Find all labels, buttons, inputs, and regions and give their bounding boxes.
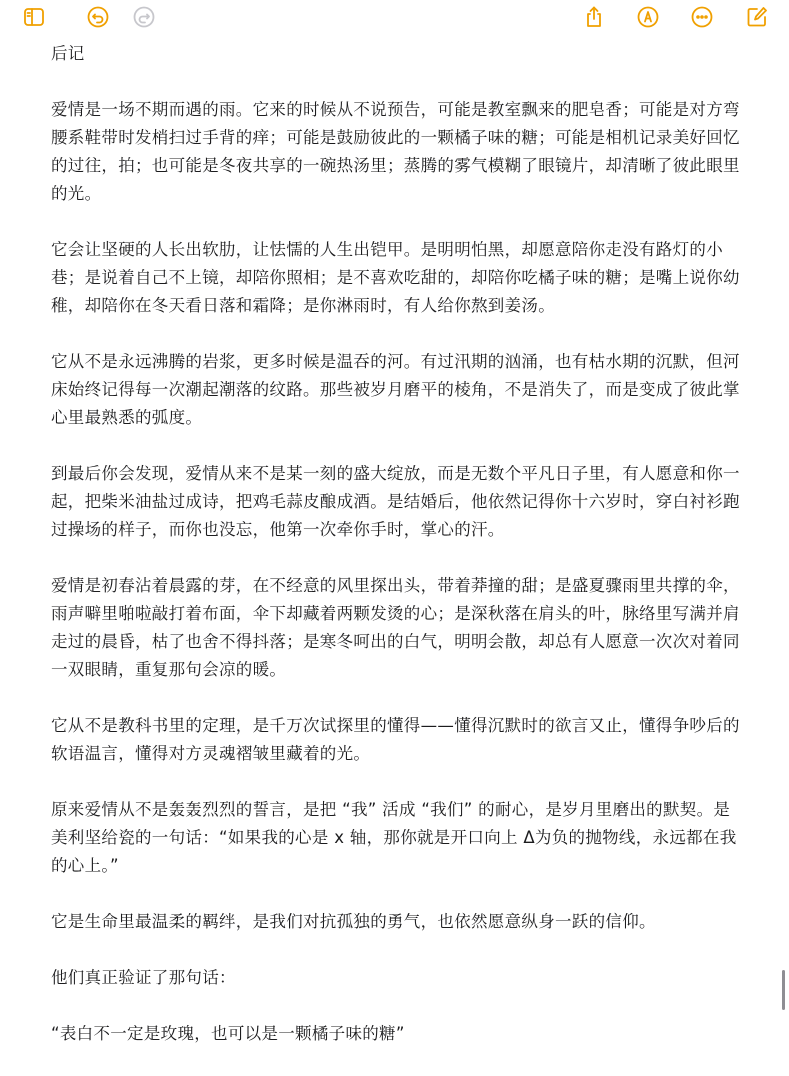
note-paragraph: 他们真正验证了那句话： [51, 968, 236, 987]
share-icon[interactable] [580, 3, 608, 31]
markup-pen-icon[interactable] [634, 3, 662, 31]
note-paragraph: 它是生命里最温柔的羁绊，是我们对抗孤独的勇气，也依然愿意纵身一跃的信仰。 [51, 912, 656, 931]
note-paragraph: 它会让坚硬的人长出软肋，让怯懦的人生出铠甲。是明明怕黑，却愿意陪你走没有路灯的小巷；是说着自己不上镜，却陪你照相；是不喜欢吃甜的，却陪你吃橘子味的糖；是嘴上说你幼稚，却陪你在冬天看日落和霜降；是你淋雨时，有人给你熬到姜汤。 [51, 240, 740, 315]
more-icon[interactable] [688, 3, 716, 31]
note-title: 后记 [51, 44, 85, 63]
toolbar [0, 0, 789, 34]
note-paragraph: 爱情是一场不期而遇的雨。它来的时候从不说预告，可能是教室飘来的肥皂香；可能是对方弯腰系鞋带时发梢扫过手背的痒；可能是鼓励彼此的一颗橘子味的糖；可能是相机记录美好回忆的过往，拍；也可能是冬夜共享的一碗热汤里；蒸腾的雾气模糊了眼镜片，却清晰了彼此眼里的光。 [51, 100, 740, 203]
redo-icon[interactable] [130, 3, 158, 31]
note-body[interactable] [51, 40, 746, 1076]
sidebar-icon[interactable] [20, 3, 48, 31]
note-paragraph: “表白不一定是玫瑰，也可以是一颗橘子味的糖” [51, 1024, 405, 1043]
note-paragraph: 爱情是初春沾着晨露的芽，在不经意的风里探出头，带着莽撞的甜；是盛夏骤雨里共撑的伞，雨声噼里啪啦敲打着布面，伞下却藏着两颗发烫的心；是深秋落在肩头的叶，脉络里写满并肩走过的晨昏，枯了也舍不得抖落；是寒冬呵出的白气，明明会散，却总有人愿意一次次对着同一双眼睛，重复那句会凉的暖。 [51, 576, 740, 679]
note-paragraph: 到最后你会发现，爱情从来不是某一刻的盛大绽放，而是无数个平凡日子里，有人愿意和你一起，把柴米油盐过成诗，把鸡毛蒜皮酿成酒。是结婚后，他依然记得你十六岁时，穿白衬衫跑过操场的样子，而你也没忘，他第一次牵你手时，掌心的汗。 [51, 464, 740, 539]
scrollbar[interactable] [782, 970, 785, 1010]
note-paragraph: 它从不是永远沸腾的岩浆，更多时候是温吞的河。有过汛期的汹涌，也有枯水期的沉默，但河床始终记得每一次潮起潮落的纹路。那些被岁月磨平的棱角，不是消失了，而是变成了彼此掌心里最熟悉的弧度。 [51, 352, 740, 427]
compose-icon[interactable] [743, 3, 771, 31]
note-paragraph: 它从不是教科书里的定理，是千万次试探里的懂得——懂得沉默时的欲言又止，懂得争吵后的软语温言，懂得对方灵魂褶皱里藏着的光。 [51, 716, 740, 763]
undo-icon[interactable] [84, 3, 112, 31]
note-paragraph: 原来爱情从不是轰轰烈烈的誓言，是把 “我” 活成 “我们” 的耐心，是岁月里磨出的默契。是美利坚给瓷的一句话：“如果我的心是 x 轴，那你就是开口向上 Δ为负的抛物线，永远都在我的心上。” [51, 800, 737, 875]
